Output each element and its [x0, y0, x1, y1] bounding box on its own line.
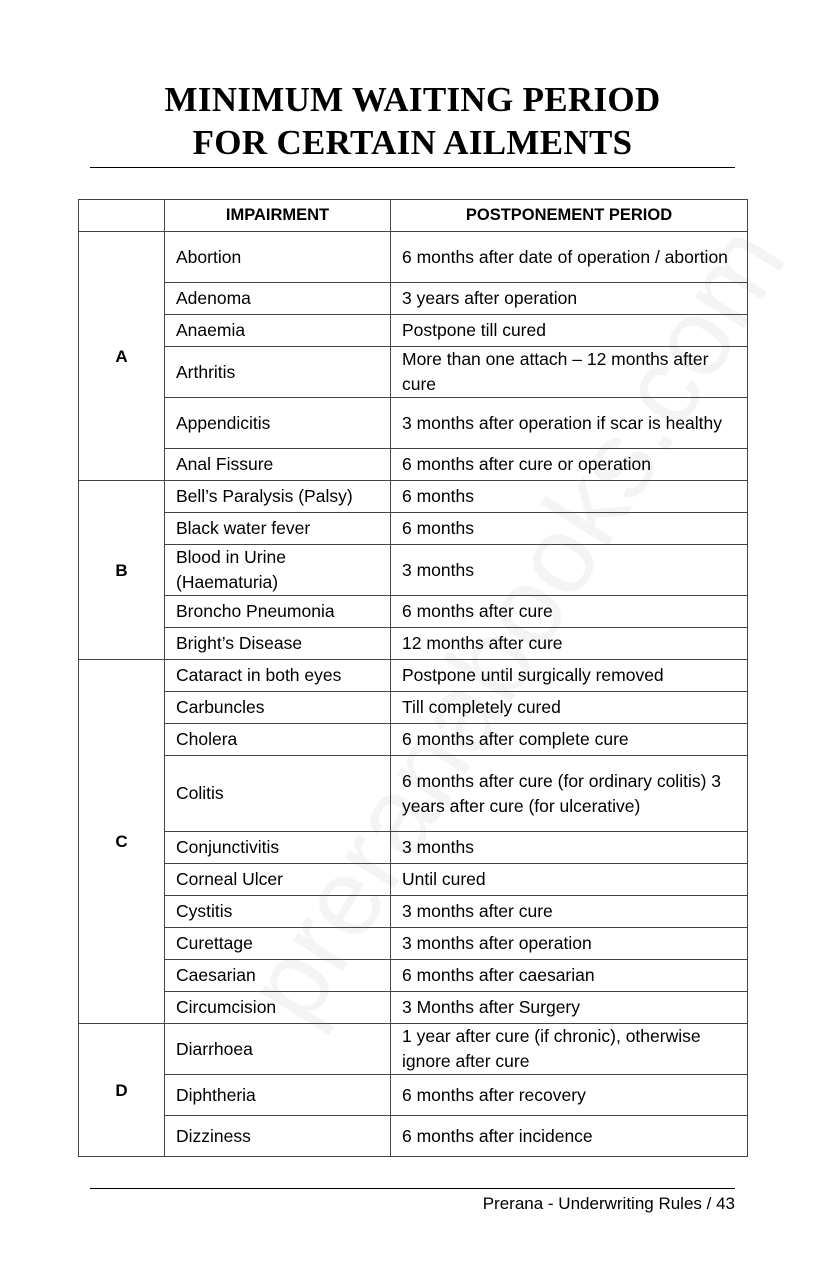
- impairment-cell: Cataract in both eyes: [165, 660, 391, 692]
- title-underline: [90, 167, 735, 168]
- impairment-cell: Bright’s Disease: [165, 628, 391, 660]
- period-cell: 1 year after cure (if chronic), otherwise ignore after cure: [391, 1024, 748, 1075]
- impairment-cell: Caesarian: [165, 960, 391, 992]
- impairment-cell: Carbuncles: [165, 692, 391, 724]
- title-line-1: MINIMUM WAITING PERIOD: [164, 80, 661, 119]
- page-footer: Prerana - Underwriting Rules / 43: [482, 1194, 735, 1213]
- group-letter-b: B: [79, 481, 165, 660]
- impairment-cell: Broncho Pneumonia: [165, 596, 391, 628]
- impairment-cell: Corneal Ulcer: [165, 864, 391, 896]
- impairment-cell: Adenoma: [165, 283, 391, 315]
- impairment-cell: Cystitis: [165, 896, 391, 928]
- impairment-cell: Blood in Urine (Haematuria): [165, 545, 391, 596]
- impairment-cell: Black water fever: [165, 513, 391, 545]
- table-row: [79, 449, 748, 481]
- table-row: [79, 896, 748, 928]
- table-row: [79, 756, 748, 832]
- period-cell: 3 months: [391, 545, 748, 596]
- table-header-row: [79, 200, 748, 232]
- table-row: [79, 1024, 748, 1075]
- period-cell: 3 months after operation: [391, 928, 748, 960]
- header-postponement-period: POSTPONEMENT PERIOD: [391, 200, 748, 232]
- table-row: [79, 832, 748, 864]
- period-cell: 3 Months after Surgery: [391, 992, 748, 1024]
- table-row: [79, 315, 748, 347]
- table-row: [79, 513, 748, 545]
- group-letter-d: D: [79, 1024, 165, 1157]
- impairment-cell: Bell’s Paralysis (Palsy): [165, 481, 391, 513]
- table-row: [79, 960, 748, 992]
- impairment-cell: Conjunctivitis: [165, 832, 391, 864]
- period-cell: Postpone until surgically removed: [391, 660, 748, 692]
- period-cell: 6 months after date of operation / abortion: [391, 232, 748, 283]
- waiting-period-table: [78, 199, 748, 1157]
- table-row: [79, 660, 748, 692]
- period-cell: Till completely cured: [391, 692, 748, 724]
- period-cell: 6 months after cure or operation: [391, 449, 748, 481]
- table-row: [79, 692, 748, 724]
- table-row: [79, 545, 748, 596]
- period-cell: 3 months: [391, 832, 748, 864]
- period-cell: 12 months after cure: [391, 628, 748, 660]
- period-cell: 6 months: [391, 513, 748, 545]
- period-cell: Postpone till cured: [391, 315, 748, 347]
- table-row: [79, 596, 748, 628]
- period-cell: 6 months after cure (for ordinary colitis) 3 years after cure (for ulcerative): [391, 756, 748, 832]
- impairment-cell: Circumcision: [165, 992, 391, 1024]
- table-row: [79, 283, 748, 315]
- table-row: [79, 1116, 748, 1157]
- impairment-cell: Anal Fissure: [165, 449, 391, 481]
- impairment-cell: Appendicitis: [165, 398, 391, 449]
- impairment-cell: Cholera: [165, 724, 391, 756]
- period-cell: More than one attach – 12 months after cure: [391, 347, 748, 398]
- group-letter-c: C: [79, 660, 165, 1024]
- impairment-cell: Diarrhoea: [165, 1024, 391, 1075]
- table-row: [79, 232, 748, 283]
- impairment-cell: Abortion: [165, 232, 391, 283]
- title-line-2: FOR CERTAIN AILMENTS: [192, 123, 633, 162]
- period-cell: 3 months after cure: [391, 896, 748, 928]
- page-title: [90, 78, 735, 164]
- impairment-cell: Arthritis: [165, 347, 391, 398]
- table-row: [79, 1075, 748, 1116]
- period-cell: 6 months after complete cure: [391, 724, 748, 756]
- period-cell: 3 years after operation: [391, 283, 748, 315]
- footer-rule: [90, 1188, 735, 1189]
- table-row: [79, 347, 748, 398]
- period-cell: 6 months after incidence: [391, 1116, 748, 1157]
- table-row: [79, 864, 748, 896]
- header-letter: [79, 200, 165, 232]
- table-row: [79, 724, 748, 756]
- period-cell: 6 months after cure: [391, 596, 748, 628]
- table-row: [79, 992, 748, 1024]
- impairment-cell: Colitis: [165, 756, 391, 832]
- table-row: [79, 628, 748, 660]
- impairment-cell: Curettage: [165, 928, 391, 960]
- header-impairment: IMPAIRMENT: [165, 200, 391, 232]
- table-row: [79, 481, 748, 513]
- period-cell: Until cured: [391, 864, 748, 896]
- impairment-cell: Dizziness: [165, 1116, 391, 1157]
- period-cell: 6 months after recovery: [391, 1075, 748, 1116]
- period-cell: 6 months after caesarian: [391, 960, 748, 992]
- table-row: [79, 398, 748, 449]
- period-cell: 6 months: [391, 481, 748, 513]
- group-letter-a: A: [79, 232, 165, 481]
- impairment-cell: Anaemia: [165, 315, 391, 347]
- table-row: [79, 928, 748, 960]
- impairment-cell: Diphtheria: [165, 1075, 391, 1116]
- period-cell: 3 months after operation if scar is healthy: [391, 398, 748, 449]
